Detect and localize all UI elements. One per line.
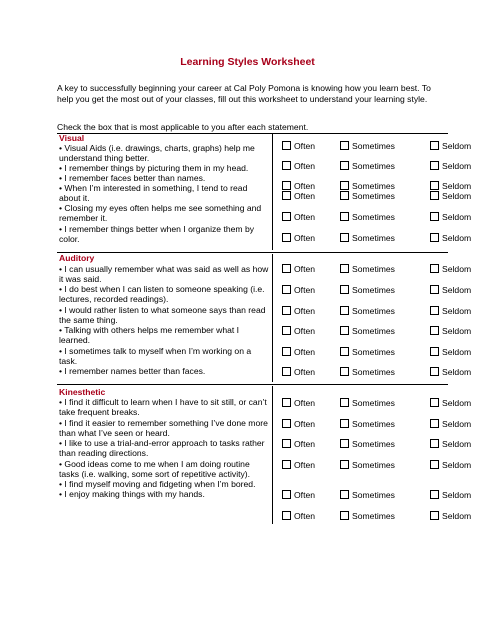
checkbox[interactable]: [340, 326, 349, 335]
intro-paragraph: A key to successfully beginning your career at Cal Poly Pomona is knowing how you learn best. To help you get the most out of your classes, fill out this worksheet to understand your learning style.: [57, 83, 431, 104]
option-label: Seldom: [442, 161, 472, 171]
option-often[interactable]: [282, 439, 315, 449]
option-label: Sometimes: [352, 141, 395, 151]
statement-text: • I remember things better when I organize them by color.: [59, 224, 255, 245]
section-heading-auditory: Auditory: [59, 253, 95, 263]
statement-text: • When I’m interested in something, I tend to read about it.: [59, 183, 248, 204]
option-label: Seldom: [442, 233, 472, 243]
option-label: Seldom: [442, 398, 472, 408]
statement-text: • I enjoy making things with my hands.: [59, 489, 205, 499]
option-label: Sometimes: [352, 398, 395, 408]
option-label: Sometimes: [352, 347, 395, 357]
statement-text: • I find it easier to remember something I’ve done more than what I’ve seen or heard.: [59, 418, 268, 439]
checkbox[interactable]: [282, 306, 291, 315]
checkbox[interactable]: [430, 191, 439, 200]
option-seldom[interactable]: [430, 460, 471, 470]
option-label: Often: [294, 347, 316, 357]
checkbox[interactable]: [340, 306, 349, 315]
statement-text: • I remember faces better than names.: [59, 173, 206, 183]
checkbox[interactable]: [430, 306, 439, 315]
checkbox[interactable]: [430, 212, 439, 221]
checkbox[interactable]: [282, 367, 291, 376]
checkbox[interactable]: [340, 285, 349, 294]
checkbox[interactable]: [282, 181, 291, 190]
checkbox[interactable]: [282, 326, 291, 335]
checkbox[interactable]: [430, 326, 439, 335]
statement-text: • I like to use a trial-and-error approach to tasks rather than reading directions.: [59, 438, 265, 459]
option-sometimes[interactable]: [340, 306, 395, 316]
column-divider: [272, 254, 273, 382]
checkbox[interactable]: [282, 161, 291, 170]
checkbox[interactable]: [282, 419, 291, 428]
option-often[interactable]: [282, 161, 315, 171]
checkbox[interactable]: [340, 347, 349, 356]
option-sometimes[interactable]: [340, 439, 395, 449]
checkbox[interactable]: [430, 141, 439, 150]
option-label: Sometimes: [352, 285, 395, 295]
option-label: Sometimes: [352, 460, 395, 470]
option-often[interactable]: [282, 398, 315, 408]
option-often[interactable]: [282, 367, 315, 377]
option-label: Often: [294, 212, 316, 222]
option-often[interactable]: [282, 419, 315, 429]
checkbox[interactable]: [282, 141, 291, 150]
option-label: Often: [294, 306, 316, 316]
option-seldom[interactable]: [430, 181, 471, 191]
checkbox[interactable]: [282, 347, 291, 356]
checkbox[interactable]: [282, 233, 291, 242]
option-label: Seldom: [442, 490, 472, 500]
option-label: Seldom: [442, 285, 472, 295]
option-often[interactable]: [282, 460, 315, 470]
checkbox[interactable]: [340, 141, 349, 150]
option-label: Often: [294, 439, 316, 449]
checkbox[interactable]: [282, 490, 291, 499]
column-divider: [272, 133, 273, 250]
option-sometimes[interactable]: [340, 141, 395, 151]
option-often[interactable]: [282, 233, 315, 243]
statement-text: • I remember names better than faces.: [59, 366, 206, 376]
option-label: Seldom: [442, 347, 472, 357]
option-label: Often: [294, 161, 316, 171]
checkbox[interactable]: [430, 460, 439, 469]
checkbox[interactable]: [340, 212, 349, 221]
checkbox[interactable]: [430, 419, 439, 428]
option-sometimes[interactable]: [340, 181, 395, 191]
checkbox[interactable]: [340, 398, 349, 407]
option-label: Seldom: [442, 326, 472, 336]
option-often[interactable]: [282, 347, 315, 357]
statement-text: • I sometimes talk to myself when I’m working on a task.: [59, 346, 252, 367]
option-sometimes[interactable]: [340, 191, 395, 201]
option-label: Sometimes: [352, 161, 395, 171]
option-often[interactable]: [282, 490, 315, 500]
option-label: Sometimes: [352, 367, 395, 377]
option-sometimes[interactable]: [340, 490, 395, 500]
checkbox[interactable]: [430, 511, 439, 520]
checkbox[interactable]: [430, 264, 439, 273]
option-label: Sometimes: [352, 419, 395, 429]
option-label: Seldom: [442, 511, 472, 521]
statement-text: • I find myself moving and fidgeting when I’m bored.: [59, 479, 256, 489]
checkbox[interactable]: [430, 367, 439, 376]
option-label: Sometimes: [352, 326, 395, 336]
option-often[interactable]: [282, 181, 315, 191]
checkbox[interactable]: [340, 490, 349, 499]
statement-text: • Good ideas come to me when I am doing routine tasks (i.e. walking, some sort of repetitive activity).: [59, 459, 251, 480]
option-sometimes[interactable]: [340, 264, 395, 274]
option-seldom[interactable]: [430, 285, 471, 295]
option-sometimes[interactable]: [340, 161, 395, 171]
statement-text: • I would rather listen to what someone says than read the same thing.: [59, 305, 266, 326]
option-label: Seldom: [442, 141, 472, 151]
checkbox[interactable]: [282, 439, 291, 448]
checkbox[interactable]: [282, 285, 291, 294]
option-label: Sometimes: [352, 490, 395, 500]
statement-text: • I remember things by picturing them in my head.: [59, 163, 249, 173]
option-label: Sometimes: [352, 191, 395, 201]
section-divider: [57, 252, 448, 253]
option-label: Often: [294, 460, 316, 470]
option-seldom[interactable]: [430, 212, 471, 222]
option-label: Seldom: [442, 181, 472, 191]
checkbox[interactable]: [430, 161, 439, 170]
option-often[interactable]: [282, 306, 315, 316]
checkbox[interactable]: [340, 181, 349, 190]
checkbox[interactable]: [340, 511, 349, 520]
option-label: Sometimes: [352, 439, 395, 449]
option-seldom[interactable]: [430, 306, 471, 316]
option-seldom[interactable]: [430, 191, 471, 201]
option-label: Sometimes: [352, 181, 395, 191]
option-seldom[interactable]: [430, 367, 471, 377]
worksheet-title: Learning Styles Worksheet: [180, 56, 315, 68]
option-sometimes[interactable]: [340, 326, 395, 336]
option-seldom[interactable]: [430, 264, 471, 274]
option-seldom[interactable]: [430, 161, 471, 171]
option-seldom[interactable]: [430, 419, 471, 429]
option-sometimes[interactable]: [340, 367, 395, 377]
checkbox[interactable]: [282, 212, 291, 221]
option-often[interactable]: [282, 285, 315, 295]
checkbox[interactable]: [430, 285, 439, 294]
checkbox[interactable]: [282, 460, 291, 469]
checkbox[interactable]: [340, 367, 349, 376]
checkbox[interactable]: [340, 161, 349, 170]
option-seldom[interactable]: [430, 141, 471, 151]
option-often[interactable]: [282, 212, 315, 222]
checkbox[interactable]: [430, 347, 439, 356]
checkbox[interactable]: [282, 191, 291, 200]
option-label: Seldom: [442, 367, 472, 377]
option-seldom[interactable]: [430, 511, 471, 521]
option-sometimes[interactable]: [340, 347, 395, 357]
option-label: Often: [294, 419, 316, 429]
checkbox[interactable]: [340, 439, 349, 448]
checkbox[interactable]: [430, 439, 439, 448]
option-label: Seldom: [442, 419, 472, 429]
checkbox[interactable]: [340, 460, 349, 469]
option-sometimes[interactable]: [340, 511, 395, 521]
checkbox[interactable]: [282, 511, 291, 520]
option-sometimes[interactable]: [340, 460, 395, 470]
option-label: Seldom: [442, 439, 472, 449]
checkbox[interactable]: [282, 398, 291, 407]
option-label: Often: [294, 398, 316, 408]
section-divider: [57, 384, 448, 385]
statement-text: • Talking with others helps me remember what I learned.: [59, 325, 240, 346]
table-top-border: [57, 133, 448, 134]
checkbox[interactable]: [430, 181, 439, 190]
option-seldom[interactable]: [430, 326, 471, 336]
statement-text: • I find it difficult to learn when I have to sit still, or can’t take frequent breaks.: [59, 397, 267, 418]
option-seldom[interactable]: [430, 347, 471, 357]
statement-text: • I do best when I can listen to someone speaking (i.e. lectures, recorded readings).: [59, 284, 265, 305]
option-label: Often: [294, 326, 316, 336]
option-sometimes[interactable]: [340, 212, 395, 222]
option-sometimes[interactable]: [340, 233, 395, 243]
option-seldom[interactable]: [430, 398, 471, 408]
option-label: Often: [294, 233, 316, 243]
option-label: Seldom: [442, 264, 472, 274]
checkbox[interactable]: [430, 490, 439, 499]
option-often[interactable]: [282, 141, 315, 151]
option-label: Often: [294, 264, 316, 274]
option-seldom[interactable]: [430, 490, 471, 500]
option-label: Often: [294, 285, 316, 295]
option-label: Often: [294, 511, 316, 521]
option-label: Sometimes: [352, 233, 395, 243]
option-label: Seldom: [442, 460, 472, 470]
section-heading-visual: Visual: [59, 133, 85, 143]
option-label: Sometimes: [352, 212, 395, 222]
option-sometimes[interactable]: [340, 398, 395, 408]
checkbox[interactable]: [340, 264, 349, 273]
option-label: Seldom: [442, 306, 472, 316]
instruction-text: Check the box that is most applicable to you after each statement.: [57, 122, 309, 132]
option-often[interactable]: [282, 191, 315, 201]
checkbox[interactable]: [282, 264, 291, 273]
checkbox[interactable]: [430, 398, 439, 407]
option-label: Sometimes: [352, 511, 395, 521]
statement-text: • Visual Aids (i.e. drawings, charts, graphs) help me understand thing better.: [59, 143, 255, 164]
option-label: Sometimes: [352, 306, 395, 316]
option-seldom[interactable]: [430, 439, 471, 449]
option-label: Often: [294, 490, 316, 500]
statement-text: • Closing my eyes often helps me see something and remember it.: [59, 203, 262, 224]
checkbox[interactable]: [340, 191, 349, 200]
checkbox[interactable]: [430, 233, 439, 242]
option-label: Often: [294, 191, 316, 201]
option-sometimes[interactable]: [340, 285, 395, 295]
column-divider: [272, 386, 273, 524]
option-sometimes[interactable]: [340, 419, 395, 429]
section-heading-kinesthetic: Kinesthetic: [59, 387, 106, 397]
option-label: Often: [294, 141, 316, 151]
option-label: Often: [294, 367, 316, 377]
option-label: Sometimes: [352, 264, 395, 274]
checkbox[interactable]: [340, 419, 349, 428]
checkbox[interactable]: [340, 233, 349, 242]
option-often[interactable]: [282, 264, 315, 274]
option-label: Seldom: [442, 191, 472, 201]
statement-text: • I can usually remember what was said as well as how it was said.: [59, 264, 269, 285]
option-often[interactable]: [282, 511, 315, 521]
option-seldom[interactable]: [430, 233, 471, 243]
option-label: Often: [294, 181, 316, 191]
option-label: Seldom: [442, 212, 472, 222]
option-often[interactable]: [282, 326, 315, 336]
